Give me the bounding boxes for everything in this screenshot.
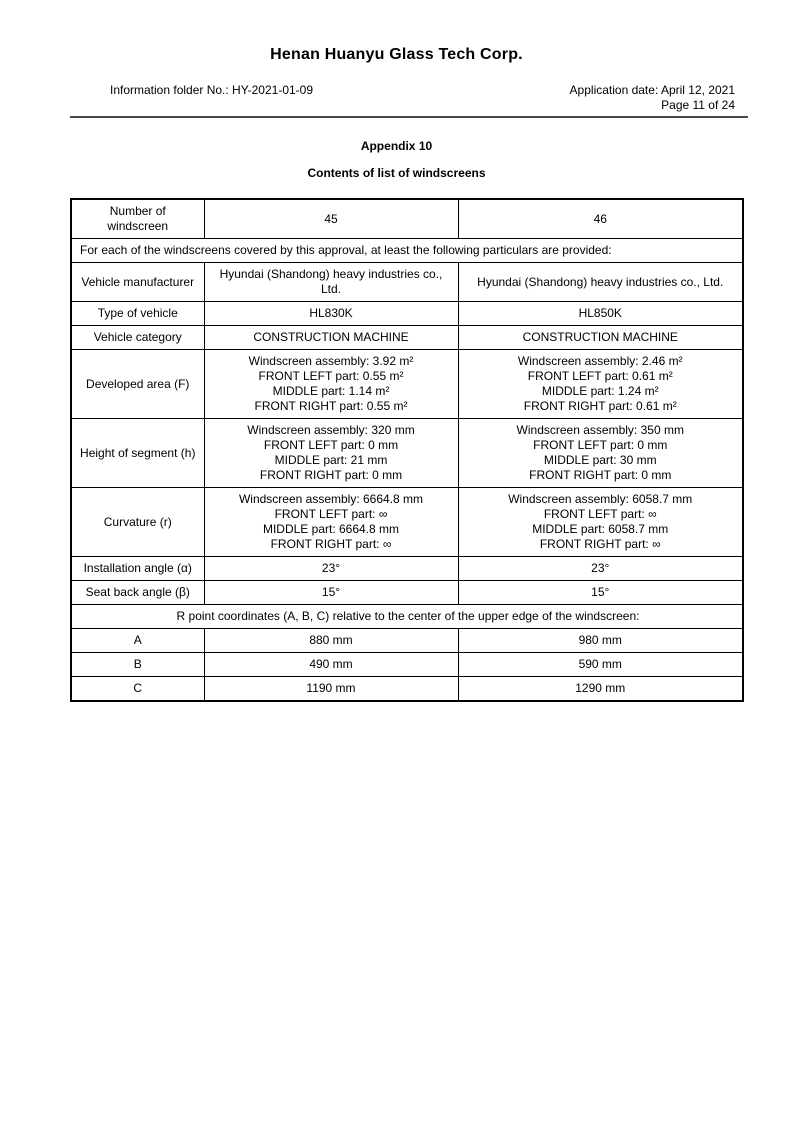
cell-developed-area-46: [458, 350, 743, 419]
cell-line: Windscreen assembly: 2.46 m²: [517, 354, 683, 368]
cell-line: MIDDLE part: 6058.7 mm: [532, 522, 669, 536]
table-row-coordinate-a: [71, 629, 743, 653]
document-meta: [110, 83, 735, 113]
table-row-installation-angle: [71, 557, 743, 581]
table-row-number-of-windscreen: [71, 199, 743, 239]
cell-coordinate-c-45: 1190 mm: [204, 677, 458, 702]
cell-windscreen-46: 46: [458, 199, 743, 239]
table-row-type-of-vehicle: [71, 302, 743, 326]
table-row-coordinate-b: [71, 653, 743, 677]
meta-right-block: [570, 83, 735, 113]
row-label: Seat back angle (β): [71, 581, 204, 605]
appendix-subtitle: Contents of list of windscreens: [307, 166, 486, 180]
cell-line: FRONT RIGHT part: 0.61 m²: [523, 399, 677, 413]
cell-coordinate-a-45: 880 mm: [204, 629, 458, 653]
row-label: B: [71, 653, 204, 677]
cell-line: Windscreen assembly: 350 mm: [516, 423, 684, 437]
cell-line: MIDDLE part: 1.24 m²: [541, 384, 659, 398]
cell-installation-angle-45: 23°: [204, 557, 458, 581]
windscreen-list-table: [70, 198, 744, 702]
cell-developed-area-45: [204, 350, 458, 419]
cell-coordinate-c-46: 1290 mm: [458, 677, 743, 702]
row-label: Number of windscreen: [71, 199, 204, 239]
cell-line: FRONT RIGHT part: ∞: [539, 537, 661, 551]
cell-line: Windscreen assembly: 320 mm: [247, 423, 415, 437]
cell-windscreen-45: 45: [204, 199, 458, 239]
table-row-curvature: [71, 488, 743, 557]
info-folder-number: Information folder No.: HY-2021-01-09: [110, 83, 314, 97]
cell-category-45: CONSTRUCTION MACHINE: [204, 326, 458, 350]
cell-line: FRONT LEFT part: 0.61 m²: [527, 369, 673, 383]
table-row-height-of-segment: [71, 419, 743, 488]
row-label: A: [71, 629, 204, 653]
row-label: Vehicle manufacturer: [71, 263, 204, 302]
cell-category-46: CONSTRUCTION MACHINE: [458, 326, 743, 350]
row-label: Developed area (F): [71, 350, 204, 419]
cell-curvature-45: [204, 488, 458, 557]
table-row-vehicle-manufacturer: [71, 263, 743, 302]
row-label: Type of vehicle: [71, 302, 204, 326]
appendix-title: Appendix 10: [360, 139, 433, 153]
cell-coordinate-b-46: 590 mm: [458, 653, 743, 677]
table-row-vehicle-category: [71, 326, 743, 350]
row-label: Curvature (r): [71, 488, 204, 557]
cell-line: MIDDLE part: 30 mm: [543, 453, 657, 467]
cell-segment-height-46: [458, 419, 743, 488]
page-number: Page 11 of 24: [661, 98, 735, 112]
row-label: C: [71, 677, 204, 702]
cell-curvature-46: [458, 488, 743, 557]
table-row-particulars-note: [71, 239, 743, 263]
cell-line: Windscreen assembly: 3.92 m²: [248, 354, 414, 368]
cell-line: FRONT LEFT part: ∞: [274, 507, 388, 521]
cell-line: FRONT RIGHT part: ∞: [270, 537, 392, 551]
row-label: Height of segment (h): [71, 419, 204, 488]
cell-coordinate-a-46: 980 mm: [458, 629, 743, 653]
cell-line: FRONT LEFT part: 0 mm: [533, 438, 668, 452]
header-divider: [70, 116, 748, 118]
cell-line: FRONT RIGHT part: 0.55 m²: [254, 399, 408, 413]
table-row-coordinate-c: [71, 677, 743, 702]
company-title: Henan Huanyu Glass Tech Corp.: [270, 46, 523, 63]
table-row-r-point-note: [71, 605, 743, 629]
cell-vehicle-type-45: HL830K: [204, 302, 458, 326]
cell-line: FRONT LEFT part: 0 mm: [263, 438, 399, 452]
cell-installation-angle-46: 23°: [458, 557, 743, 581]
table-row-seat-back-angle: [71, 581, 743, 605]
cell-seat-back-angle-46: 15°: [458, 581, 743, 605]
cell-manufacturer-46: Hyundai (Shandong) heavy industries co., Ltd.: [458, 263, 743, 302]
cell-vehicle-type-46: HL850K: [458, 302, 743, 326]
cell-line: MIDDLE part: 21 mm: [274, 453, 388, 467]
row-label: Vehicle category: [71, 326, 204, 350]
cell-line: FRONT LEFT part: ∞: [543, 507, 657, 521]
cell-line: FRONT RIGHT part: 0 mm: [259, 468, 403, 482]
cell-manufacturer-45: Hyundai (Shandong) heavy industries co., Ltd.: [204, 263, 458, 302]
cell-line: MIDDLE part: 1.14 m²: [272, 384, 390, 398]
table-row-developed-area: [71, 350, 743, 419]
cell-line: MIDDLE part: 6664.8 mm: [262, 522, 400, 536]
cell-coordinate-b-45: 490 mm: [204, 653, 458, 677]
cell-line: FRONT LEFT part: 0.55 m²: [258, 369, 404, 383]
cell-line: Windscreen assembly: 6058.7 mm: [508, 492, 693, 506]
row-label: Installation angle (α): [71, 557, 204, 581]
r-point-note: R point coordinates (A, B, C) relative to the center of the upper edge of the windscreen:: [71, 605, 743, 629]
cell-line: FRONT RIGHT part: 0 mm: [529, 468, 672, 482]
cell-line: Windscreen assembly: 6664.8 mm: [238, 492, 424, 506]
particulars-note: For each of the windscreens covered by this approval, at least the following particulars are provided:: [71, 239, 743, 263]
cell-seat-back-angle-45: 15°: [204, 581, 458, 605]
application-date: Application date: April 12, 2021: [569, 83, 735, 97]
cell-segment-height-45: [204, 419, 458, 488]
